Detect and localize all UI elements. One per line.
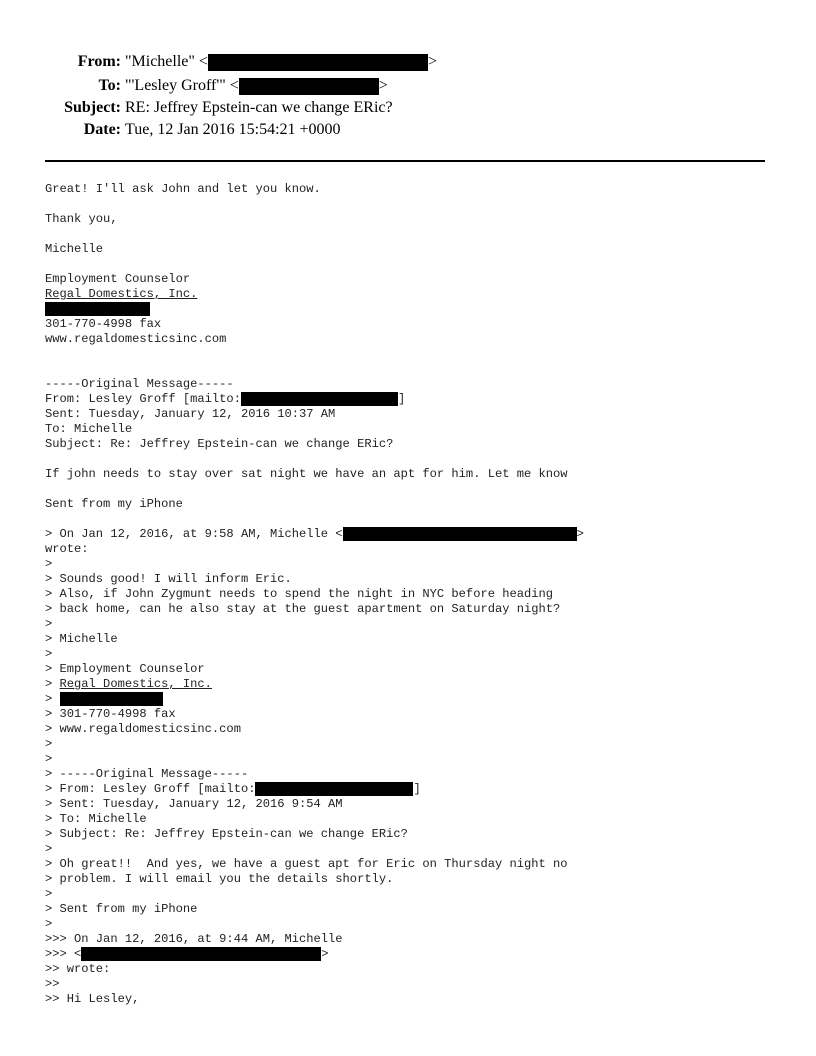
quoted-line: >>> On Jan 12, 2016, at 9:44 AM, Michelle <box>45 932 343 946</box>
subject-row <box>0 98 816 118</box>
quoted-line: >> <box>45 977 60 991</box>
redaction-bar <box>208 54 428 71</box>
subject-value: RE: Jeffrey Epstein-can we change ERic? <box>125 99 393 116</box>
quoted-line: > To: Michelle <box>45 812 147 826</box>
quoted-to-line: To: Michelle <box>45 422 133 436</box>
redaction-bar <box>81 947 321 961</box>
quoted-close: > <box>576 527 584 541</box>
blank-line <box>45 197 785 212</box>
blank-line <box>45 482 785 497</box>
signature-company: Regal Domestics, Inc. <box>45 287 198 301</box>
quoted-line: > <box>45 917 53 931</box>
redacted-line <box>45 302 785 317</box>
blank-line <box>45 452 785 467</box>
body-line: Sent from my iPhone <box>45 497 183 511</box>
quoted-line: > Michelle <box>45 632 118 646</box>
to-row <box>0 76 816 96</box>
quoted-line <box>45 692 785 707</box>
redaction-bar <box>45 302 150 316</box>
quoted-line <box>45 947 785 962</box>
signature-title: Employment Counselor <box>45 272 191 286</box>
quoted-line: > <box>45 647 53 661</box>
quoted-text: > On Jan 12, 2016, at 9:58 AM, Michelle < <box>45 527 343 541</box>
header-divider <box>45 160 765 162</box>
quoted-close: ] <box>413 782 421 796</box>
signature-name: Michelle <box>45 242 104 256</box>
email-body <box>45 182 785 1007</box>
quoted-line <box>45 782 785 797</box>
from-label: From: <box>77 53 121 70</box>
to-value <box>125 76 388 96</box>
redaction-bar <box>241 392 398 406</box>
quoted-text: >>> < <box>45 947 82 961</box>
signature-fax: 301-770-4998 fax <box>45 317 162 331</box>
quoted-line: > 301-770-4998 fax <box>45 707 176 721</box>
date-row <box>0 120 816 140</box>
quoted-line: > Sent: Tuesday, January 12, 2016 9:54 AM <box>45 797 343 811</box>
quoted-text: > From: Lesley Groff [mailto: <box>45 782 256 796</box>
quoted-line: > <box>45 557 53 571</box>
quoted-subject-line: Subject: Re: Jeffrey Epstein-can we change ERic? <box>45 437 394 451</box>
quoted-from-text: From: Lesley Groff [mailto: <box>45 392 241 406</box>
quoted-line: > -----Original Message----- <box>45 767 249 781</box>
quoted-line: > www.regaldomesticsinc.com <box>45 722 241 736</box>
quoted-line: > Sent from my iPhone <box>45 902 198 916</box>
date-label: Date: <box>83 121 121 138</box>
from-value <box>125 52 437 72</box>
body-line: Great! I'll ask John and let you know. <box>45 182 321 196</box>
to-recipient: "'Lesley Groff'" < <box>125 77 239 94</box>
quoted-sent-line: Sent: Tuesday, January 12, 2016 10:37 AM <box>45 407 336 421</box>
quoted-company: Regal Domestics, Inc. <box>59 677 212 691</box>
quoted-line: > Sounds good! I will inform Eric. <box>45 572 292 586</box>
blank-line <box>45 512 785 527</box>
quoted-line: > problem. I will email you the details shortly. <box>45 872 394 886</box>
quoted-line <box>45 677 785 692</box>
blank-line <box>45 227 785 242</box>
quoted-line: > <box>45 752 53 766</box>
redaction-bar <box>60 692 163 706</box>
blank-line <box>45 257 785 272</box>
date-value: Tue, 12 Jan 2016 15:54:21 +0000 <box>125 121 341 138</box>
quoted-prefix: > <box>45 692 60 706</box>
blank-line <box>45 347 785 362</box>
subject-label: Subject: <box>64 99 121 116</box>
from-row <box>0 52 816 72</box>
to-close: > <box>378 77 388 94</box>
from-sender: "Michelle" < <box>125 53 208 70</box>
from-close: > <box>427 53 437 70</box>
quoted-from-line <box>45 392 785 407</box>
quoted-line: > Oh great!! And yes, we have a guest apt for Eric on Thursday night no <box>45 857 568 871</box>
quoted-line: >> wrote: <box>45 962 111 976</box>
quoted-line: > <box>45 617 53 631</box>
quoted-line: > <box>45 737 53 751</box>
quoted-prefix: > <box>45 677 60 691</box>
redaction-bar <box>255 782 413 796</box>
redaction-bar <box>343 527 577 541</box>
original-message-divider: -----Original Message----- <box>45 377 234 391</box>
signature-website: www.regaldomesticsinc.com <box>45 332 227 346</box>
quoted-line: > Also, if John Zygmunt needs to spend the night in NYC before heading <box>45 587 554 601</box>
redaction-bar <box>239 78 379 95</box>
quoted-line: >> Hi Lesley, <box>45 992 140 1006</box>
quoted-line: > back home, can he also stay at the guest apartment on Saturday night? <box>45 602 561 616</box>
quoted-from-close: ] <box>397 392 406 406</box>
body-line: Thank you, <box>45 212 118 226</box>
quoted-close: > <box>321 947 329 961</box>
quoted-line: > Employment Counselor <box>45 662 205 676</box>
quoted-line <box>45 527 785 542</box>
quoted-line: wrote: <box>45 542 89 556</box>
quoted-line: > <box>45 842 53 856</box>
quoted-line: > Subject: Re: Jeffrey Epstein-can we change ERic? <box>45 827 408 841</box>
body-line: If john needs to stay over sat night we have an apt for him. Let me know <box>45 467 568 481</box>
blank-line <box>45 362 785 377</box>
to-label: To: <box>98 77 121 94</box>
quoted-line: > <box>45 887 53 901</box>
